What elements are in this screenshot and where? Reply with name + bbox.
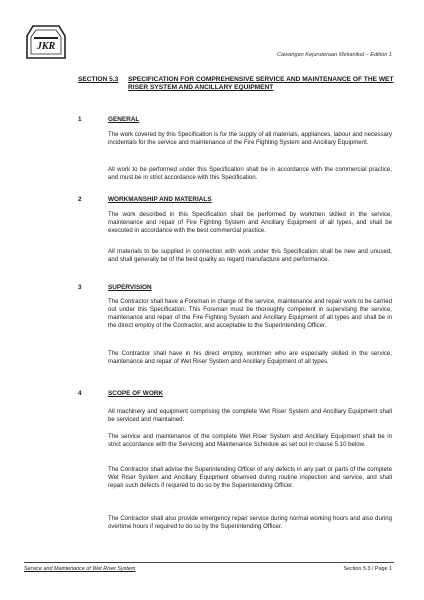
header-edition: Cawangan Kejuruteraan Mekanikal – Edition 1: [276, 52, 392, 58]
paragraph: The work covered by this Specification is for the supply of all materials, appliances, labour and necessary incidentals for the service and maintenance of the Fire Fighting System and Ancillary Equipment.: [108, 131, 392, 147]
subsection-title: GENERAL: [108, 116, 140, 123]
subsection-number: 3: [78, 284, 82, 291]
paragraph: All materials to be supplied in connection with work under this Specification shall be new and unused, and shall generally be of the best quality as regard manufacture and performance.: [108, 248, 392, 264]
subsection-title: SUPERVISION: [108, 284, 152, 291]
paragraph: The work described in this Specification shall be performed by workmen skilled in the service, maintenance and repair of Fire Fighting System and Ancillary Equipment of all types, and shall be executed in accordance with the best commercial practice.: [108, 211, 392, 235]
subsection-number: 2: [78, 196, 82, 203]
subsection-title: SCOPE OF WORK: [108, 390, 164, 397]
paragraph: The Contractor shall also provide emergency repair service during normal working hours and also during overtime hours if required to do so by the Superintending Officer.: [108, 515, 392, 531]
section-heading: SPECIFICATION FOR COMPREHENSIVE SERVICE AND MAINTENANCE OF THE WET RISER SYSTEM AND ANCILLARY EQUIPMENT: [128, 76, 394, 92]
paragraph: The Contractor shall advise the Superintending Officer of any defects in any part or parts of the complete Wet Riser System and Ancillary Equipment observed during routine inspection and service, and shall repair such defects if required to do so by the Superintending Officer.: [108, 466, 392, 490]
paragraph: The Contractor shall have a Foreman in charge of the service, maintenance and repair work to be carried out under this Specification. This Foreman must be thoroughly competent in supervising the service, maintenance and repair of the Fire Fighting System and Ancillary Equipment of all types and shall be in the direct employ of the Contractor, and acceptable to the Superintending Officer.: [108, 298, 392, 330]
subsection-title: WORKMANSHIP AND MATERIALS: [108, 196, 212, 203]
footer-divider: [24, 562, 394, 563]
paragraph: The service and maintenance of the complete Wet Riser System and Ancillary Equipment shall be in strict accordance with the Servicing and Maintenance Schedule as set out in clause 5.10 below.: [108, 433, 392, 449]
jkr-logo: [25, 22, 67, 62]
section-number: SECTION 5.3: [78, 76, 119, 83]
subsection-number: 1: [78, 116, 82, 123]
section-title: [78, 76, 398, 93]
paragraph: All machinery and equipment comprising the complete Wet Riser System and Ancillary Equipment shall be serviced and maintained.: [108, 408, 392, 424]
paragraph: All work to be performed under this Specification shall be in accordance with the commercial practice, and must be in strict accordance with this Specification.: [108, 166, 392, 182]
subsection-number: 4: [78, 390, 82, 397]
footer-document-title: Service and Maintenance of Wet Riser System: [24, 566, 136, 572]
footer-page-number: Section 5.3 / Page 1: [343, 566, 392, 572]
paragraph: The Contractor shall have in his direct employ, workmen who are especially skilled in the service, maintenance and repair of Wet Riser System and Ancillary Equipment of all types.: [108, 350, 392, 366]
logo-text: JKR: [36, 41, 56, 52]
